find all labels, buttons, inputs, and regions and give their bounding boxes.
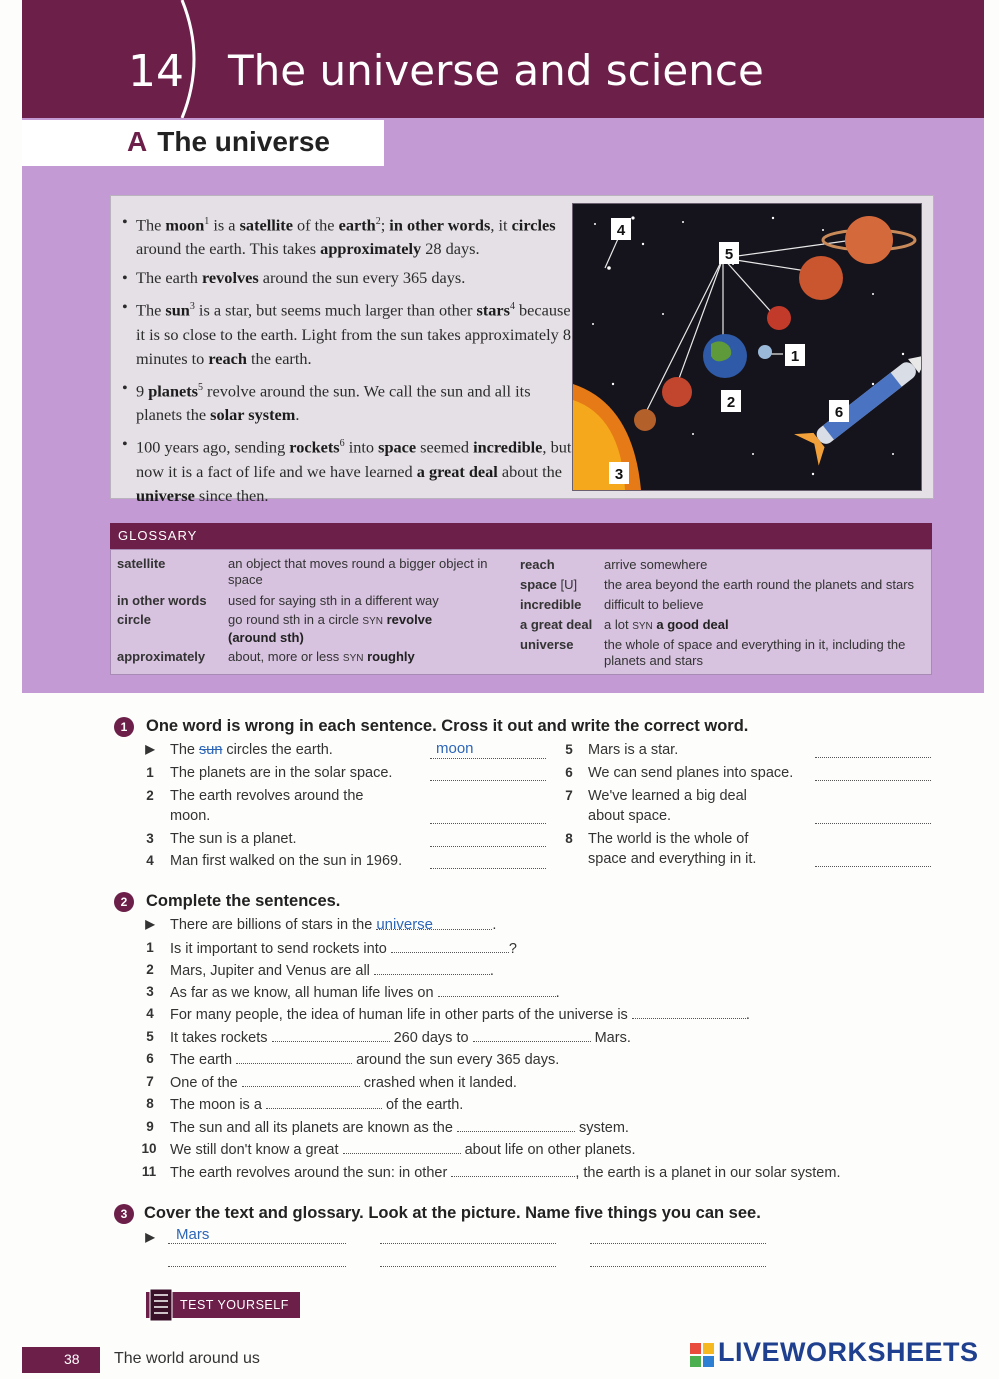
exercise-1-number: 1 (114, 717, 134, 737)
ex2-item-6-field[interactable] (236, 1049, 352, 1064)
ex2-item-number: 4 (146, 1006, 154, 1021)
crossed-word: sun (199, 742, 223, 758)
gloss-term-circle: circle (117, 612, 151, 627)
label-1 (785, 344, 805, 366)
ex3-answer-field-2[interactable] (380, 1243, 556, 1244)
gloss-term-space: space [U] (520, 577, 578, 592)
ex1-item-number: 8 (565, 831, 573, 846)
gloss-def-reach: arrive somewhere (604, 557, 708, 572)
gloss-def-space: the area beyond the earth round the planets and stars (604, 577, 915, 592)
svg-text:4: 4 (616, 222, 626, 239)
label-6 (829, 400, 849, 422)
svg-text:6: 6 (834, 404, 844, 421)
planet-mars-red (662, 377, 692, 407)
ex1-item-7-answer-field[interactable] (815, 823, 931, 824)
ex3-answer-field-3[interactable] (590, 1243, 766, 1244)
ex1-item-4-answer-field[interactable] (430, 868, 546, 869)
ex2-item-5-field-b[interactable] (473, 1027, 591, 1042)
ex1-item-7-text-line2: about space. (588, 808, 672, 824)
ex1-item-6-answer-field[interactable] (815, 780, 931, 781)
exercise-1-heading: One word is wrong in each sentence. Cross it out and write the correct word. (146, 717, 749, 735)
ex1-item-5-answer-field[interactable] (815, 757, 931, 758)
gloss-def-satellite: an object that moves round a bigger object in space (228, 556, 488, 587)
ex1-item-8-answer-field[interactable] (815, 866, 931, 867)
svg-text:2: 2 (726, 394, 736, 411)
ex2-item-number: 10 (141, 1141, 157, 1156)
example-arrow: ▶ (145, 742, 155, 756)
gloss-def-in-other-words: used for saying sth in a different way (228, 593, 439, 608)
label-5 (719, 242, 739, 264)
ex3-answer-field-5[interactable] (380, 1266, 556, 1267)
ex2-item-5-field-a[interactable] (272, 1027, 390, 1042)
ex1-example-answer-field[interactable]: moon (430, 740, 546, 759)
ex1-item-7-text: We've learned a big deal (588, 788, 747, 804)
gloss-term-satellite: satellite (117, 556, 166, 571)
ex3-answer-field-4[interactable] (168, 1266, 346, 1267)
ex2-item-5: It takes rockets 260 days to Mars. (170, 1027, 631, 1048)
ex2-item-10-field[interactable] (343, 1139, 461, 1154)
ex2-item-4-field[interactable] (632, 1004, 746, 1019)
ex2-item-number: 2 (146, 962, 154, 977)
ex1-item-number: 4 (146, 853, 154, 868)
liveworksheets-logo-icon (690, 1343, 714, 1367)
gloss-term-in-other-words: in other words (117, 593, 207, 608)
ex1-example-sentence: The sun circles the earth. (170, 742, 333, 758)
gloss-term-reach: reach (520, 557, 555, 572)
gloss-def-approximately: about, more or less SYN roughly (228, 649, 415, 664)
bullet-earth: • The earth revolves around the sun every 365 days. (118, 266, 572, 290)
example-arrow: ▶ (145, 1230, 155, 1244)
gloss-term-incredible: incredible (520, 597, 582, 612)
gloss-term-universe: universe (520, 637, 574, 652)
unit-number: 14 (128, 46, 184, 97)
section-letter: A (127, 126, 148, 157)
ex1-item-1-text: The planets are in the solar space. (170, 765, 393, 781)
ex2-item-8: The moon is a of the earth. (170, 1094, 463, 1115)
ex1-item-number: 5 (565, 742, 573, 757)
ex2-item-9: The sun and all its planets are known as the system. (170, 1117, 629, 1138)
ex1-item-6-text: We can send planes into space. (588, 765, 794, 781)
ex2-item-2: Mars, Jupiter and Venus are all . (170, 960, 494, 981)
ex1-item-number: 1 (146, 765, 154, 780)
ex1-item-8-text: The world is the whole of (588, 831, 749, 847)
ex2-item-4: For many people, the idea of human life in other parts of the universe is . (170, 1004, 750, 1025)
unit-title: The universe and science (228, 46, 764, 95)
ex2-item-6: The earth around the sun every 365 days. (170, 1049, 559, 1070)
gloss-def-universe: the whole of space and everything in it, including the planets and stars (604, 637, 906, 668)
ex2-item-3: As far as we know, all human life lives on . (170, 982, 560, 1003)
section-title-text: The universe (157, 126, 330, 157)
ex2-item-9-field[interactable] (457, 1117, 575, 1132)
ex1-item-number: 2 (146, 788, 154, 803)
gloss-def-incredible: difficult to believe (604, 597, 704, 612)
ex2-item-number: 1 (146, 940, 154, 955)
notebook-icon (146, 1287, 176, 1323)
ex1-item-2-text-line2: moon. (170, 808, 211, 824)
ex2-item-7: One of the crashed when it landed. (170, 1072, 517, 1093)
planet-small-brown (634, 409, 656, 431)
glossary-header (110, 523, 932, 549)
test-yourself-label: TEST YOURSELF (180, 1298, 289, 1312)
ex1-item-5-text: Mars is a star. (588, 742, 679, 758)
label-4 (611, 218, 631, 240)
bullet-sun: • The sun$^3$ is a star, but seems much larger than other stars$^4$ because it is so close to the earth. Light from the sun takes approximately 8 minutes to reach the earth. (118, 295, 572, 370)
bullet-planets: • 9 planets$^5$ revolve around the sun. We call the sun and all its planets the solar system. (118, 376, 572, 427)
ex2-item-1: Is it important to send rockets into ? (170, 938, 517, 959)
svg-text:5: 5 (724, 246, 734, 263)
moon-shape (758, 345, 772, 359)
ex2-item-2-field[interactable] (374, 960, 490, 975)
reading-bullets (118, 210, 572, 513)
glossary-title: GLOSSARY (118, 528, 198, 543)
bullet-moon: • The moon$^1$ is a satellite of the earth$^2$; in other words, it circles around the earth. This takes approximately 28 days. (118, 210, 572, 261)
ex2-item-10: We still don't know a great about life on other planets. (170, 1139, 636, 1160)
ex2-item-number: 8 (146, 1096, 154, 1111)
ex2-item-number: 7 (146, 1074, 154, 1089)
section-title (127, 126, 330, 158)
ex2-item-number: 6 (146, 1051, 154, 1066)
ex2-item-11: The earth revolves around the sun: in other , the earth is a planet in our solar system. (170, 1162, 840, 1183)
ex1-item-2-text: The earth revolves around the (170, 788, 364, 804)
ex2-item-3-field[interactable] (438, 982, 556, 997)
ex1-item-number: 3 (146, 831, 154, 846)
gloss-def-a-great-deal: a lot SYN a good deal (604, 617, 729, 632)
planet-saturn (845, 216, 893, 264)
ex1-item-3-text: The sun is a planet. (170, 831, 297, 847)
ex1-item-1-answer-field[interactable] (430, 780, 546, 781)
ex2-item-number: 9 (146, 1119, 154, 1134)
ex1-item-3-answer-field[interactable] (430, 846, 546, 847)
ex1-item-2-answer-field[interactable] (430, 823, 546, 824)
ex2-item-7-field[interactable] (242, 1072, 360, 1087)
ex2-example-sentence: There are billions of stars in the universe . (170, 916, 497, 933)
gloss-term-approximately: approximately (117, 649, 206, 664)
liveworksheets-brand[interactable]: LIVEWORKSHEETS (718, 1337, 979, 1367)
page-number: 38 (64, 1351, 80, 1367)
ex2-example-answer-field[interactable]: universe (376, 915, 492, 930)
ex2-item-8-field[interactable] (266, 1094, 382, 1109)
svg-text:3: 3 (614, 466, 624, 483)
gloss-term-a-great-deal: a great deal (520, 617, 593, 632)
example-arrow: ▶ (145, 917, 155, 931)
ex3-answer-field-6[interactable] (590, 1266, 766, 1267)
page-number-bar (22, 1347, 100, 1373)
ex1-item-number: 6 (565, 765, 573, 780)
ex1-item-number: 7 (565, 788, 573, 803)
ex2-item-1-field[interactable] (391, 938, 509, 953)
exercise-2-number: 2 (114, 892, 134, 912)
exercise-3-number: 3 (114, 1204, 134, 1224)
ex2-item-number: 11 (141, 1164, 157, 1179)
svg-text:1: 1 (790, 348, 800, 365)
book-section-title: The world around us (114, 1350, 260, 1367)
label-3 (609, 462, 629, 484)
ex1-item-8-text-line2: space and everything in it. (588, 851, 757, 867)
planet-jupiter-like (799, 256, 843, 300)
ex3-example-answer-field[interactable]: Mars (168, 1226, 346, 1244)
planet-red-small (767, 306, 791, 330)
gloss-def-circle: go round sth in a circle SYN revolve (around sth) (228, 612, 433, 645)
exercise-2-heading: Complete the sentences. (146, 892, 341, 910)
ex2-item-11-field[interactable] (451, 1162, 575, 1177)
exercise-3-heading: Cover the text and glossary. Look at the picture. Name five things you can see. (144, 1204, 761, 1222)
ex2-item-number: 3 (146, 984, 154, 999)
ex1-item-4-text: Man first walked on the sun in 1969. (170, 853, 403, 869)
bullet-rockets: • 100 years ago, sending rockets$^6$ into space seemed incredible, but now it is a fact of life and we have learned a great deal about the universe since then. (118, 432, 572, 507)
ex2-item-number: 5 (146, 1029, 154, 1044)
label-2 (721, 390, 741, 412)
solar-system-illustration (572, 203, 922, 491)
